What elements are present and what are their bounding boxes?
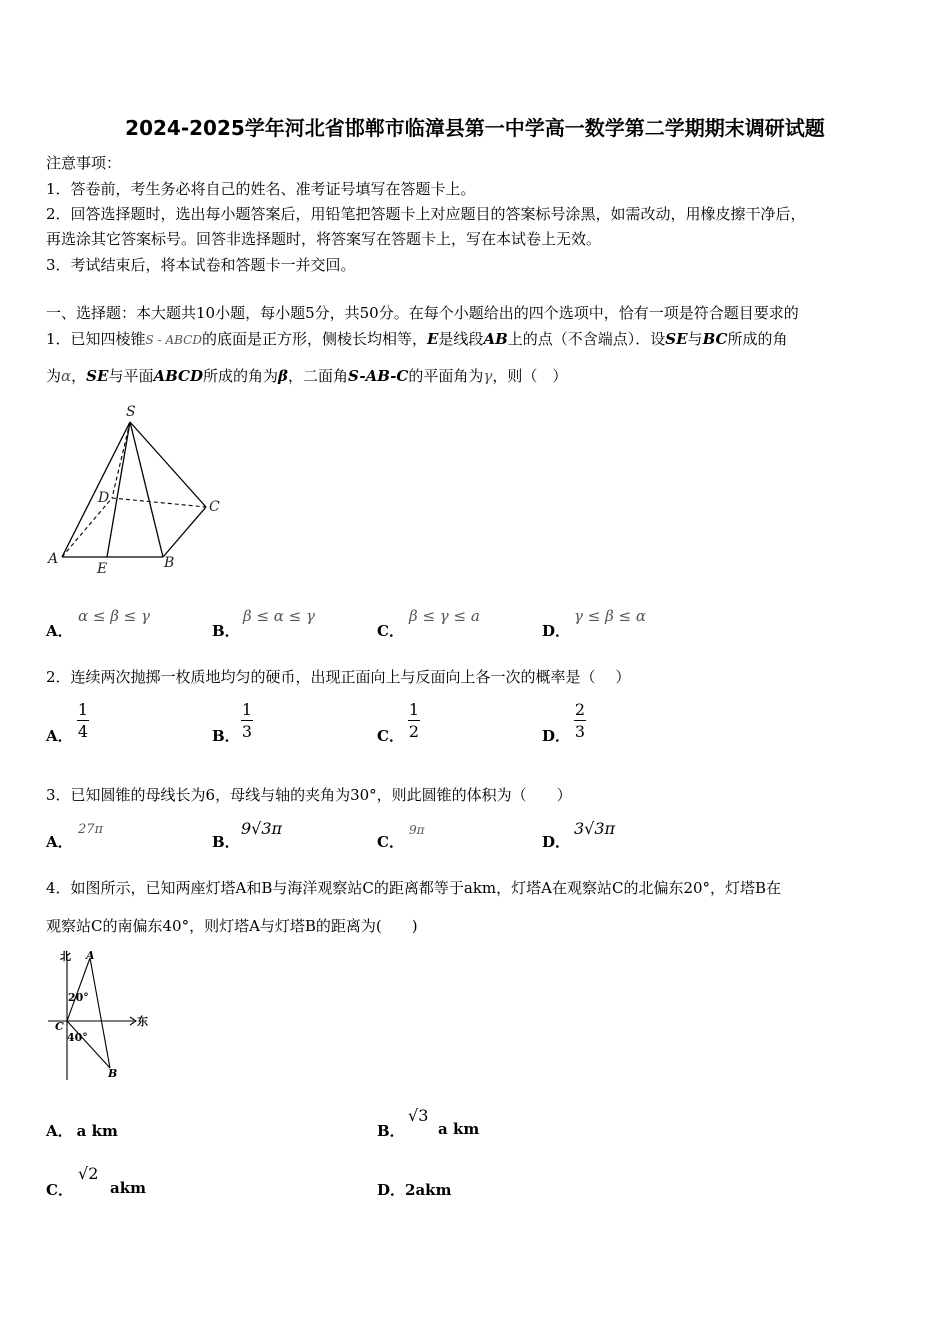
edge-SA bbox=[62, 422, 130, 557]
q4-option-b-radical: √3 bbox=[408, 1106, 429, 1125]
q1-math: SE bbox=[86, 367, 109, 385]
angle-40: 40° bbox=[67, 1031, 88, 1044]
q1-option-c-label: C． bbox=[377, 622, 404, 640]
q1-line2 bbox=[46, 365, 567, 386]
q2-text: 2．连续两次抛掷一枚质地均匀的硬币，出现正面向上与反面向上各一次的概率是（ ） bbox=[46, 668, 631, 686]
q4-option-b bbox=[377, 1120, 405, 1141]
q3-option-d-label: D． bbox=[542, 833, 571, 851]
segment-CA bbox=[67, 958, 90, 1021]
q1-gamma: γ bbox=[483, 367, 493, 385]
notice-heading: 注意事项： bbox=[46, 154, 122, 172]
q1-option-d-label: D． bbox=[542, 622, 571, 640]
q1-text: 与 bbox=[687, 330, 703, 348]
q1-text: 所成的角为 bbox=[203, 367, 279, 385]
q1-text: 与平面 bbox=[108, 367, 154, 385]
q1-math: AB bbox=[483, 330, 508, 348]
q1-math: E bbox=[426, 330, 439, 348]
q1-option-a-label: A． bbox=[46, 622, 73, 640]
q4-option-c-text: akm bbox=[110, 1179, 146, 1197]
q1-option-b-label: B． bbox=[212, 622, 240, 640]
q4-option-c bbox=[46, 1179, 73, 1200]
label-B: B bbox=[164, 555, 175, 571]
lighthouse-figure bbox=[44, 946, 164, 1086]
numerator: 1 bbox=[408, 700, 420, 719]
q2-option-c-fraction bbox=[408, 700, 420, 741]
q1-text: 1．已知四棱锥 bbox=[46, 330, 146, 348]
denominator: 2 bbox=[408, 722, 420, 741]
q3-option-a-label: A． bbox=[46, 833, 73, 851]
q4-option-d-label: D． bbox=[377, 1181, 406, 1199]
label-S: S bbox=[126, 404, 136, 420]
q4-option-a-label: A． bbox=[46, 1122, 73, 1140]
q2-option-c-label: C． bbox=[377, 727, 404, 745]
q2-option-a-fraction bbox=[77, 700, 89, 741]
q1-text: ， bbox=[71, 367, 87, 385]
q1-text: 的底面是正方形，侧棱长均相等， bbox=[201, 330, 427, 348]
q4-line2: 观察站C的南偏东40°，则灯塔A与灯塔B的距离为( ) bbox=[46, 917, 418, 935]
q1-math: β bbox=[278, 367, 288, 385]
edge-SC bbox=[130, 422, 206, 507]
edge-SE bbox=[107, 422, 130, 557]
denominator: 4 bbox=[77, 722, 89, 741]
q1-option-a: α ≤ β ≤ γ bbox=[78, 607, 150, 625]
label-C: C bbox=[209, 499, 220, 515]
edge-SB bbox=[130, 422, 163, 557]
page-title: 2024-2025学年河北省邯郸市临漳县第一中学高一数学第二学期期末调研试题 bbox=[125, 116, 825, 140]
denominator: 3 bbox=[241, 722, 253, 741]
label-east: 东 bbox=[137, 1015, 148, 1028]
edge-DC bbox=[112, 498, 206, 507]
q1-option-c: β ≤ γ ≤ a bbox=[409, 607, 480, 625]
label-north: 北 bbox=[60, 950, 71, 963]
notice-item-1: 1．答卷前，考生务必将自己的姓名、准考证号填写在答题卡上。 bbox=[46, 180, 476, 198]
q3-option-c: 9π bbox=[409, 823, 425, 837]
label-C: C bbox=[55, 1020, 64, 1033]
q4-option-d bbox=[377, 1179, 451, 1200]
q2-option-b-fraction bbox=[241, 700, 253, 741]
section-heading: 一、选择题：本大题共10小题，每小题5分，共50分。在每个小题给出的四个选项中，恰有一项是符合题目要求的 bbox=[46, 304, 799, 322]
label-E: E bbox=[97, 561, 108, 577]
edge-BC bbox=[163, 507, 206, 557]
q1-math: ABCD bbox=[153, 367, 203, 385]
pyramid-figure bbox=[40, 400, 240, 580]
q1-math: SE bbox=[665, 330, 688, 348]
q1-text: 为 bbox=[46, 367, 62, 385]
notice-item-2-cont: 再选涂其它答案标号。回答非选择题时，将答案写在答题卡上，写在本试卷上无效。 bbox=[46, 230, 602, 248]
q1-option-d: γ ≤ β ≤ α bbox=[574, 607, 646, 625]
q3-option-a: 27π bbox=[78, 822, 104, 837]
q4-line1: 4．如图所示，已知两座灯塔A和B与海洋观察站C的距离都等于akm，灯塔A在观察站C的北偏东20°，灯塔B在 bbox=[46, 879, 782, 897]
denominator: 3 bbox=[574, 722, 586, 741]
q3-option-c-label: C． bbox=[377, 833, 404, 851]
q4-option-b-label: B． bbox=[377, 1122, 405, 1140]
q1-math: S-AB-C bbox=[348, 367, 409, 385]
q2-option-d-label: D． bbox=[542, 727, 571, 745]
q1-text: 所成的角 bbox=[727, 330, 788, 348]
label-D: D bbox=[98, 490, 110, 506]
notice-item-3: 3．考试结束后，将本试卷和答题卡一并交回。 bbox=[46, 256, 356, 274]
q4-option-a-text: a km bbox=[76, 1122, 118, 1140]
q1-math: BC bbox=[702, 330, 728, 348]
label-A: A bbox=[48, 551, 59, 567]
q3-option-b-label: B． bbox=[212, 833, 240, 851]
q3-text: 3．已知圆锥的母线长为6，母线与轴的夹角为30°，则此圆锥的体积为（ ） bbox=[46, 786, 572, 804]
q1-option-b: β ≤ α ≤ γ bbox=[243, 607, 315, 625]
edge-SD bbox=[112, 422, 130, 498]
q1-alpha: α bbox=[61, 367, 72, 385]
q2-option-b-label: B． bbox=[212, 727, 240, 745]
numerator: 2 bbox=[574, 700, 586, 719]
q4-option-c-radical: √2 bbox=[78, 1164, 99, 1183]
q4-option-d-text: 2akm bbox=[405, 1181, 452, 1199]
q4-option-a bbox=[46, 1120, 118, 1141]
label-B: B bbox=[108, 1067, 118, 1080]
q3-option-d: 3√3π bbox=[574, 819, 616, 838]
numerator: 1 bbox=[77, 700, 89, 719]
q2-option-d-fraction bbox=[574, 700, 586, 741]
angle-20: 20° bbox=[68, 991, 89, 1004]
q1-math: S - ABCD bbox=[145, 333, 202, 347]
segment-AB bbox=[90, 958, 110, 1068]
segment-CB bbox=[67, 1021, 110, 1068]
q1-text: 的平面角为 bbox=[408, 367, 484, 385]
q1-text: ，则（ ） bbox=[492, 367, 568, 385]
q1-text: 是线段 bbox=[438, 330, 484, 348]
q1-line1 bbox=[46, 328, 787, 349]
q4-option-b-text: a km bbox=[438, 1120, 480, 1138]
q1-text: ，二面角 bbox=[287, 367, 348, 385]
q4-option-c-label: C． bbox=[46, 1181, 73, 1199]
q1-text: 上的点（不含端点）．设 bbox=[507, 330, 666, 348]
numerator: 1 bbox=[241, 700, 253, 719]
q3-option-b: 9√3π bbox=[241, 819, 283, 838]
q2-option-a-label: A． bbox=[46, 727, 73, 745]
label-A: A bbox=[86, 949, 95, 962]
notice-item-2: 2．回答选择题时，选出每小题答案后，用铅笔把答题卡上对应题目的答案标号涂黑，如需改动，用橡皮擦干净后， bbox=[46, 205, 806, 223]
